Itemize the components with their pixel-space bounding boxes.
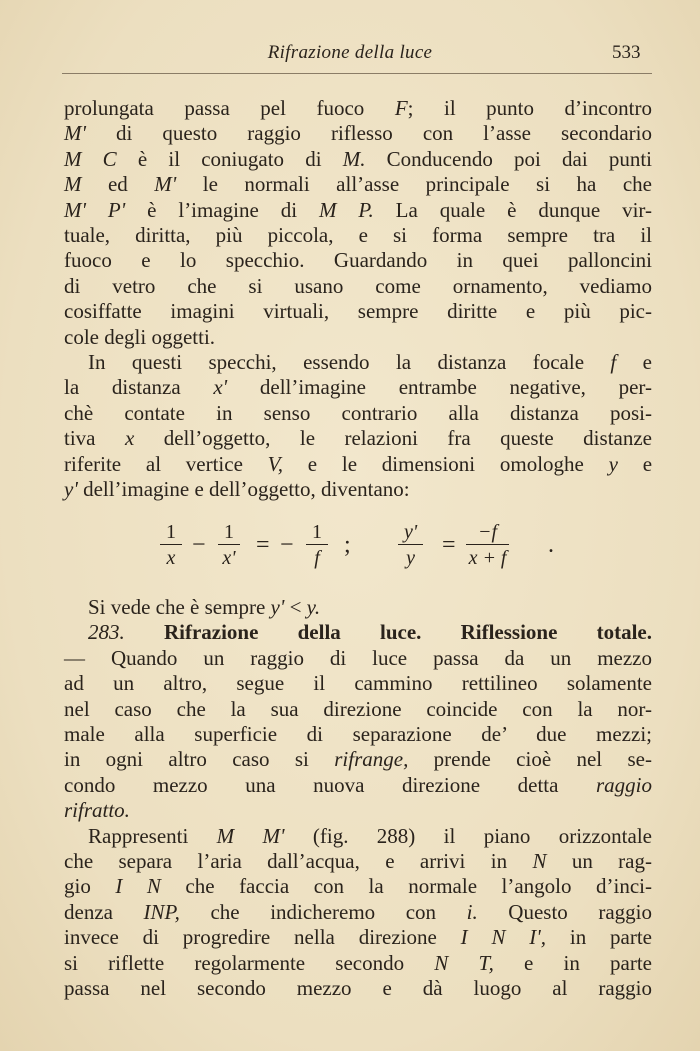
operator: . <box>548 532 554 558</box>
text-line: y' dell’imagine e dell’oggetto, diventano: <box>64 477 410 501</box>
fraction <box>306 520 328 571</box>
denominator: y <box>406 547 416 569</box>
operator: = <box>442 532 456 558</box>
text-line: di vetro che si usano come ornamento, vediamo <box>64 273 652 298</box>
operator: = <box>256 532 270 558</box>
text-line: M C è il coniugato di M. Conducendo poi dai punti <box>64 146 653 171</box>
text-line: Si vede che è sempre y' < y. <box>88 595 321 619</box>
lens-equation <box>160 520 580 580</box>
fraction <box>466 520 509 571</box>
running-header-title: Rifrazione della luce <box>267 42 433 63</box>
text-line: — Quando un raggio di luce passa da un mezzo <box>64 645 652 670</box>
denominator: x' <box>222 547 236 569</box>
fraction <box>398 520 423 571</box>
text-line: passa nel secondo mezzo e dà luogo al raggio <box>64 976 652 1000</box>
text-line: denza INP, che indicheremo con i. Questo raggio <box>64 899 652 924</box>
text-line: la distanza x' dell’imagine entrambe negative, per- <box>64 375 652 400</box>
text-line: cosiffatte imagini virtuali, sempre diritte e più pic- <box>64 299 652 324</box>
text-line: Rappresenti M M' (fig. 288) il piano orizzontale <box>88 823 652 848</box>
operator: − <box>280 532 294 558</box>
text-line: M' di questo raggio riflesso con l’asse secondario <box>64 121 652 146</box>
denominator: x + f <box>468 547 507 569</box>
text-line: prolungata passa pel fuoco F; il punto d’incontro <box>64 96 652 120</box>
text-line: 283. Rifrazione della luce. Riflessione totale. <box>88 620 653 645</box>
operator: − <box>192 532 206 558</box>
text-line: gio I N che faccia con la normale l’angolo d’inci- <box>64 874 653 899</box>
numerator: y' <box>398 520 423 545</box>
fraction <box>160 520 182 571</box>
numerator: 1 <box>306 520 328 545</box>
text-line: tuale, diritta, più piccola, e si forma sempre tra il <box>64 223 652 247</box>
text-line: si riflette regolarmente secondo N T, e in parte <box>64 950 653 975</box>
header-rule <box>62 73 652 74</box>
text-line: invece di progredire nella direzione I N I', in parte <box>64 925 652 950</box>
text-line: M ed M' le normali all’asse principale si ha che <box>64 172 652 197</box>
text-line: chè contate in senso contrario alla distanza posi- <box>64 400 652 425</box>
text-line: rifratto. <box>64 798 130 823</box>
numerator: 1 <box>160 520 182 545</box>
numerator: 1 <box>218 520 240 545</box>
numerator: −f <box>466 520 509 545</box>
fraction <box>218 520 240 571</box>
text-line: In questi specchi, essendo la distanza focale f e <box>88 350 652 374</box>
text-line: tiva x dell’oggetto, le relazioni fra queste distanze <box>64 426 652 451</box>
text-line: ad un altro, segue il cammino rettilineo solamente <box>64 671 652 696</box>
denominator: x <box>166 547 176 569</box>
text-line: in ogni altro caso si rifrange, prende cioè nel se- <box>64 747 652 772</box>
denominator: f <box>314 547 320 569</box>
text-line: M' P' è l’imagine di M P. La quale è dunque vir- <box>64 197 652 222</box>
text-line: cole degli oggetti. <box>64 324 216 349</box>
page-number: 533 <box>612 42 641 63</box>
operator: ; <box>344 532 351 558</box>
text-line: nel caso che la sua direzione coincide con la nor- <box>64 696 652 721</box>
text-line: condo mezzo una nuova direzione detta raggio <box>64 772 652 797</box>
text-line: riferite al vertice V, e le dimensioni omologhe y e <box>64 451 653 476</box>
text-line: male alla superficie di separazione de’ due mezzi; <box>64 722 652 746</box>
text-line: fuoco e lo specchio. Guardando in quei palloncini <box>64 248 652 273</box>
text-line: che separa l’aria dall’acqua, e arrivi in N un rag- <box>64 849 652 873</box>
